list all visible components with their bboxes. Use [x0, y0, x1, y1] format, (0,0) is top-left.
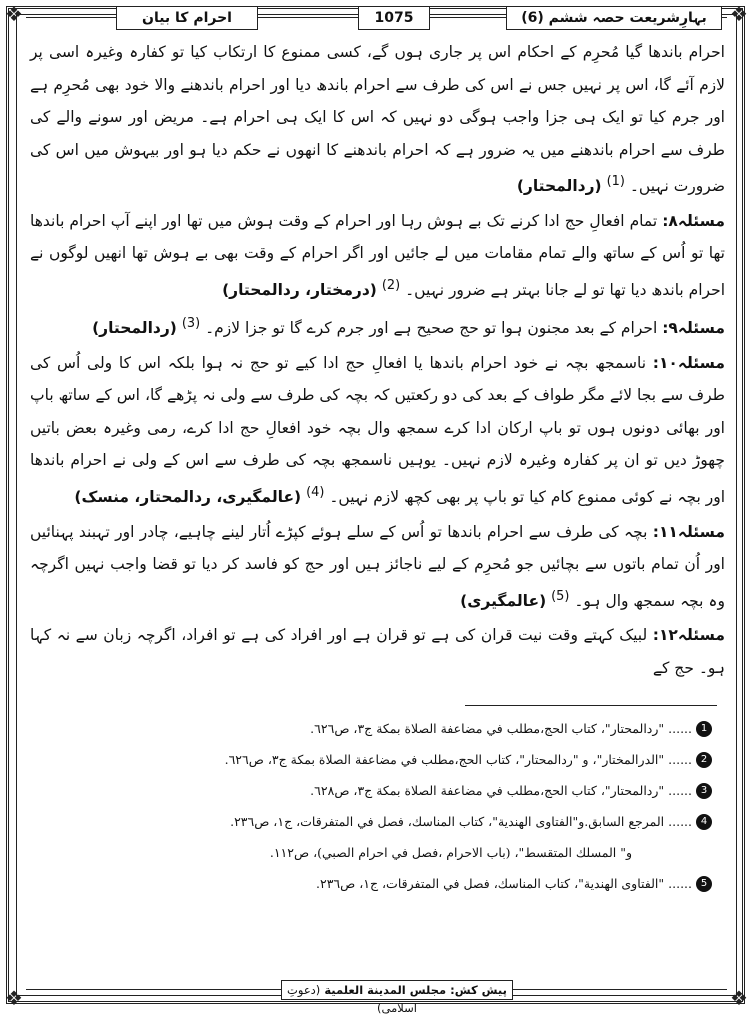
masala-heading: مسئلہ۱۲:	[652, 626, 725, 645]
footnote-ref: (1)	[606, 174, 625, 189]
source-citation: (درمختار، ردالمحتار)	[222, 280, 377, 299]
footer-rule	[26, 989, 281, 990]
publisher-note: (دعوتِ اسلامی)	[287, 983, 417, 1015]
footnote-ref: (3)	[181, 316, 201, 332]
footnote-number: 2	[696, 752, 712, 768]
footnotes	[30, 713, 712, 899]
masala-heading: مسئلہ۹:	[662, 319, 725, 338]
masala-12	[30, 619, 725, 684]
footnote-2	[30, 744, 712, 775]
header-rule	[26, 17, 116, 18]
footnote-3	[30, 775, 712, 806]
corner-ornament-icon: ❖	[5, 2, 23, 26]
paragraph-intro	[30, 36, 725, 203]
footnote-4	[30, 806, 712, 837]
page-footer	[26, 980, 727, 1015]
footnote-leader: ......	[668, 752, 692, 767]
footnote-number: 4	[696, 814, 712, 830]
masala-heading: مسئلہ۸:	[662, 211, 725, 230]
chapter-title: احرام کا بیان	[116, 6, 258, 30]
source-citation: (عالمگیری، ردالمحتار، منسک)	[74, 488, 302, 507]
source-citation: (ردالمحتار)	[92, 319, 177, 338]
footer-label: پیش کش:	[450, 983, 507, 997]
page-header	[26, 6, 727, 30]
footnote-text: "ردالمحتار"، كتاب الحج،مطلب في مضاعفة الصلاة بمكة ج٣، ص٦٢٨.	[310, 783, 665, 798]
publisher-box	[281, 980, 513, 1015]
footnote-ref: (5)	[551, 588, 570, 604]
source-citation: (عالمگیری)	[460, 591, 547, 610]
paragraph-text: بچہ کی طرف سے احرام باندھا تو اُس کے سلے ہوئے کپڑے اُتار لینے چاہیے، چادر اور تہبند پہنائیں اور اُن تمام باتوں سے بچائیں جو مُحرِم کے لیے ناجائز ہیں اور حج کو فاسد کر دیا تو قضا واجب نہیں اگرچہ وہ بچہ سمجھ وال ہو۔	[30, 522, 725, 610]
paragraph-text: لبیک کہتے وقت نیت قران کی ہے تو قران ہے اور افراد کی ہے تو افراد، اگرچہ زبان سے نہ کہا ہو۔ حج کے	[30, 626, 725, 677]
masala-heading: مسئلہ۱۰:	[652, 353, 725, 372]
corner-ornament-icon: ❖	[730, 986, 748, 1010]
footnote-leader: ......	[668, 783, 692, 798]
footnote-text: "الدرالمختار"، و "ردالمحتار"، كتاب الحج،مطلب في مضاعفة الصلاة بمكة ج٣، ص٦٢٦.	[224, 752, 665, 767]
masala-heading: مسئلہ۱۱:	[652, 522, 725, 541]
paragraph-text: احرام باندھا گیا مُحرِم کے احکام اس پر جاری ہوں گے، کسی ممنوع کا ارتکاب کیا تو کفارہ وغیرہ اسی پر لازم آئے گا، اس پر نہیں جس نے اس کی طرف سے احرام باندھ دیا اور احرام باندھنے والا خود بھی مُحرِم ہے اور جرم کیا تو ایک ہی جزا واجب ہوگی دو نہیں کہ اس کا ایک ہی احرام ہے۔ مریض اور سونے والے کی طرف سے احرام باندھنے میں یہ ضرور ہے کہ احرام باندھنے کا انھوں نے حکم دیا ہو اور بیہوش میں اس کی ضرورت نہیں۔	[30, 43, 725, 196]
header-rule	[258, 17, 358, 18]
source-citation: (ردالمحتار)	[516, 177, 602, 196]
footnote-ref: (2)	[381, 277, 401, 293]
footnote-number: 3	[696, 783, 712, 799]
header-rule	[430, 17, 506, 18]
footnote-leader: ......	[668, 814, 692, 829]
footnote-text: "الفتاوى الهندية"، كتاب المناسك، فصل في المتفرقات، ج١، ص٢٣٦.	[316, 876, 665, 891]
footnote-number: 1	[696, 721, 712, 737]
paragraph-text: احرام کے بعد مجنون ہوا تو حج صحیح ہے اور جرم کرے گا تو جزا لازم۔	[205, 319, 658, 338]
publisher-name: مجلس المدينة العلمية	[324, 983, 447, 997]
page-number: 1075	[358, 6, 430, 30]
masala-9	[30, 308, 725, 345]
footnote-5	[30, 868, 712, 899]
header-rule	[722, 17, 727, 18]
footnote-leader: ......	[668, 876, 692, 891]
book-title: بہارِشریعت حصہ ششم (6)	[506, 6, 722, 30]
footnote-text: المرجع السابق.و"الفتاوى الهندية"، كتاب المناسك، فصل في المتفرقات، ج١، ص٢٣٦.	[230, 814, 665, 829]
footnote-4-continued: و" المسلك المتقسط"، (باب الاحرام ،فصل في احرام الصبي)، ص١١٢.	[269, 845, 632, 860]
corner-ornament-icon: ❖	[730, 2, 748, 26]
corner-ornament-icon: ❖	[5, 986, 23, 1010]
footer-rule	[513, 989, 727, 990]
masala-8	[30, 205, 725, 307]
footnote-separator	[465, 705, 717, 706]
footnote-text: "ردالمحتار"، كتاب الحج،مطلب في مضاعفة الصلاة بمكة ج٣، ص٦٢٦.	[310, 721, 665, 736]
paragraph-text: ناسمجھ بچہ نے خود احرام باندھا یا افعالِ حج ادا کیے تو حج نہ ہوا بلکہ اس کا ولی اُس کی طرف سے بجا لائے مگر طواف کے بعد کی دو رکعتیں کہ بچہ کی طرف سے ولی نہ پڑھے گا، اس کے ساتھ باپ اور بھائی دونوں ہوں تو باپ ارکان ادا کرے سمجھ وال بچہ خود افعالِ حج ادا کرے، رمی وغیرہ بعض باتیں چھوڑ دیں تو ان پر کفارہ وغیرہ لازم نہیں۔ یوہیں ناسمجھ بچہ کی طرف سے اس کے ولی نے احرام باندھا اور بچہ نے کوئی ممنوع کام کیا تو باپ پر بھی کچھ لازم نہیں۔	[30, 353, 725, 507]
footnote-number: 5	[696, 876, 712, 892]
masala-10	[30, 347, 725, 514]
footnote-1	[30, 713, 712, 744]
footnote-ref: (4)	[306, 484, 325, 500]
main-text	[30, 36, 725, 686]
paragraph-text: تمام افعالِ حج ادا کرنے تک بے ہوش رہا اور احرام کے وقت ہوش میں تھا اور اپنے آپ احرام باندھا تھا تو اُس کے ساتھ والے تمام مقامات میں لے جائیں اور اگر احرام کے وقت بھی بے ہوش تھا انھیں لوگوں نے احرام باندھ دیا تھا تو لے جانا بہتر ہے ضرور نہیں۔	[30, 211, 725, 299]
masala-11	[30, 516, 725, 618]
footnote-leader: ......	[668, 721, 692, 736]
